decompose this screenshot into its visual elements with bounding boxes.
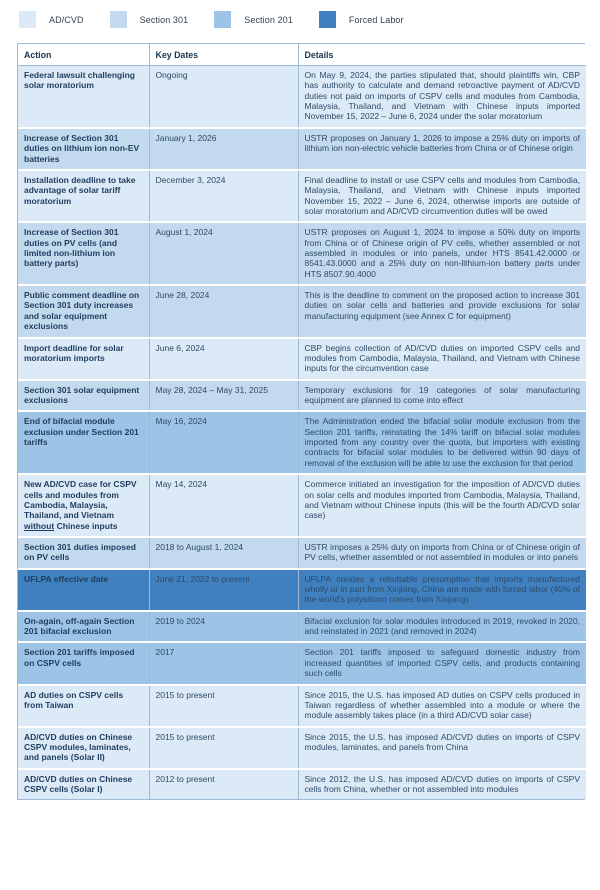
row-key-dates-cell: May 28, 2024 – May 31, 2025 bbox=[149, 380, 298, 412]
tariff-actions-table-wrapper bbox=[17, 43, 585, 800]
column-header-action: Action bbox=[18, 44, 149, 66]
row-details-cell: Since 2015, the U.S. has imposed AD/CVD duties on imports of CSPV modules, laminates, and panels from China bbox=[298, 727, 586, 769]
table-row bbox=[18, 474, 586, 537]
legend-color-swatch bbox=[19, 11, 36, 28]
row-key-dates-cell: 2019 to 2024 bbox=[149, 611, 298, 643]
table-row bbox=[18, 537, 586, 569]
row-details-cell: The Administration ended the bifacial solar module exclusion from the Section 201 tariffs, reinstating the 14% tariff on bifacial solar modules imported from any country over the quota, but importers with existing contracts for bifacial solar modules to be delivered within 90 days of removal of the exclusion will be able to use the exclusion for that period bbox=[298, 411, 586, 474]
table-row bbox=[18, 727, 586, 769]
table-row bbox=[18, 569, 586, 611]
table-row bbox=[18, 380, 586, 412]
row-key-dates-cell: June 6, 2024 bbox=[149, 338, 298, 380]
table-body bbox=[18, 66, 586, 800]
table-row bbox=[18, 411, 586, 474]
table-header-row bbox=[18, 44, 586, 66]
row-key-dates-cell: May 16, 2024 bbox=[149, 411, 298, 474]
legend-item-label: AD/CVD bbox=[49, 14, 84, 25]
row-key-dates-cell: Ongoing bbox=[149, 66, 298, 128]
row-details-cell: Since 2012, the U.S. has imposed AD/CVD duties on imports of CSPV cells from China, whether or not assembled into modules bbox=[298, 769, 586, 800]
legend-item bbox=[319, 11, 404, 28]
row-details-cell: Section 201 tariffs imposed to safeguard domestic industry from increased quantities of imported CSPV cells, and products containing such cells bbox=[298, 642, 586, 684]
row-details-cell: Since 2015, the U.S. has imposed AD duties on CSPV cells produced in Taiwan regardless of whether assembled into a module or where the module assembly takes place (in a third AD/CVD solar case) bbox=[298, 685, 586, 727]
row-action-cell: New AD/CVD case for CSPV cells and modules from Cambodia, Malaysia, Thailand, and Vietnam without Chinese inputs bbox=[18, 474, 149, 537]
row-key-dates-cell: 2015 to present bbox=[149, 727, 298, 769]
row-action-cell: AD duties on CSPV cells from Taiwan bbox=[18, 685, 149, 727]
table-row bbox=[18, 685, 586, 727]
table-row bbox=[18, 285, 586, 337]
row-action-cell: Import deadline for solar moratorium imports bbox=[18, 338, 149, 380]
row-action-cell: Increase of Section 301 duties on lithium ion non-EV batteries bbox=[18, 128, 149, 170]
row-key-dates-cell: 2012 to present bbox=[149, 769, 298, 800]
column-header-key-dates: Key Dates bbox=[149, 44, 298, 66]
row-details-cell: Final deadline to install or use CSPV cells and modules from Cambodia, Malaysia, Thailand, and Vietnam with Chinese inputs imported November 15, 2022 – June 6, 2024, otherwise imports are outside of solar moratorium and AD/CVD circumvention duties will be owed bbox=[298, 170, 586, 222]
row-action-cell: Federal lawsuit challenging solar moratorium bbox=[24, 70, 135, 91]
row-action-cell: Installation deadline to take advantage of solar tariff moratorium bbox=[18, 170, 149, 222]
table-row bbox=[18, 769, 586, 800]
row-details-cell: CBP begins collection of AD/CVD duties on imported CSPV cells and modules from Cambodia, Malaysia, Thailand, and Vietnam with Chinese inputs for the circumvention case bbox=[298, 338, 586, 380]
legend-item-label: Forced Labor bbox=[348, 14, 404, 25]
table-row bbox=[18, 611, 586, 643]
row-details-cell: This is the deadline to comment on the proposed action to increase 301 duties on solar cells and batteries and provide exclusions for solar manufacturing equipment (see Annex C for equipment) bbox=[298, 285, 586, 337]
table-row bbox=[18, 66, 586, 128]
row-action-cell: Section 301 duties imposed on PV cells bbox=[18, 537, 149, 569]
row-details-cell: USTR proposes on August 1, 2024 to impose a 50% duty on imports from China or of Chinese origin of PV cells, whether assembled or not assembled in modules or into panels, under HTS 8541.42.0000 or 8541.43.0000 and a 25% duty on non-lithium-ion battery parts under HTS 8507.90.4000 bbox=[298, 222, 586, 285]
table-row bbox=[18, 128, 586, 170]
legend-item bbox=[110, 11, 189, 28]
legend-item-label: Section 201 bbox=[244, 14, 293, 25]
tariff-actions-table bbox=[18, 44, 586, 799]
legend bbox=[19, 11, 585, 28]
legend-item bbox=[19, 11, 84, 28]
row-action-cell: Section 201 tariffs imposed on CSPV cells bbox=[18, 642, 149, 684]
row-details-cell: USTR proposes on January 1, 2026 to impose a 25% duty on imports of lithium ion non-electric vehicle batteries from China or of Chinese origin bbox=[298, 128, 586, 170]
row-key-dates-cell: January 1, 2026 bbox=[149, 128, 298, 170]
row-key-dates-cell: 2017 bbox=[149, 642, 298, 684]
row-action-cell: End of bifacial module exclusion under Section 201 tariffs bbox=[18, 411, 149, 474]
legend-color-swatch bbox=[110, 11, 127, 28]
row-details-cell: USTR imposes a 25% duty on imports from China or of Chinese origin of PV cells, whether assembled or not assembled in modules or into panels bbox=[298, 537, 586, 569]
row-details-cell: UFLPA creates a rebuttable presumption that imports manufactured wholly or in part from Xinjiang, China are made with forced labor (45% of the world's polysilicon comes from Xinjiang) bbox=[298, 569, 586, 611]
row-key-dates-cell: May 14, 2024 bbox=[149, 474, 298, 537]
row-action-cell: AD/CVD duties on Chinese CSPV modules, laminates, and panels (Solar II) bbox=[18, 727, 149, 769]
legend-item bbox=[214, 11, 293, 28]
row-action-cell: Increase of Section 301 duties on PV cells (and limited non-lithium ion battery parts) bbox=[18, 222, 149, 285]
row-details-cell: Temporary exclusions for 19 categories of solar manufacturing equipment are planned to come into effect bbox=[298, 380, 586, 412]
row-details-cell: Commerce initiated an investigation for the imposition of AD/CVD duties on solar cells and modules imported from Cambodia, Malaysia, Thailand, and Vietnam without Chinese inputs (this will be the fourth AD/CVD solar case) bbox=[298, 474, 586, 537]
legend-item-label: Section 301 bbox=[139, 14, 189, 25]
table-row bbox=[18, 222, 586, 285]
row-key-dates-cell: December 3, 2024 bbox=[149, 170, 298, 222]
column-header-details: Details bbox=[298, 44, 586, 66]
row-key-dates-cell: August 1, 2024 bbox=[149, 222, 298, 285]
row-details-cell: Bifacial exclusion for solar modules introduced in 2019, revoked in 2020, and reinstated in 2021 (and removed in 2024) bbox=[298, 611, 586, 643]
table-row bbox=[18, 338, 586, 380]
row-action-cell: UFLPA effective date bbox=[18, 569, 149, 611]
row-key-dates-cell: June 21, 2022 to present bbox=[149, 569, 298, 611]
row-details-cell: On May 9, 2024, the parties stipulated that, should plaintiffs win, CBP has authority to calculate and demand retroactive payment of AD/CVD duties not paid on imports of CSPV cells and modules from Cambodia, Malaysia, Thailand, and Vietnam with Chinese inputs imported November 15, 2022 – June 6, 2024 under the solar moratorium bbox=[298, 66, 586, 128]
row-action-cell: Public comment deadline on Section 301 duty increases and solar equipment exclusions bbox=[18, 285, 149, 337]
table-row bbox=[18, 170, 586, 222]
legend-color-swatch bbox=[214, 11, 231, 28]
row-action-cell: AD/CVD duties on Chinese CSPV cells (Solar I) bbox=[18, 769, 149, 800]
row-key-dates-cell: June 28, 2024 bbox=[149, 285, 298, 337]
legend-color-swatch bbox=[319, 11, 336, 28]
row-action-cell: Section 301 solar equipment exclusions bbox=[18, 380, 149, 412]
row-key-dates-cell: 2015 to present bbox=[149, 685, 298, 727]
row-action-cell: On-again, off-again Section 201 bifacial exclusion bbox=[18, 611, 149, 643]
table-row bbox=[18, 642, 586, 684]
row-key-dates-cell: 2018 to August 1, 2024 bbox=[149, 537, 298, 569]
